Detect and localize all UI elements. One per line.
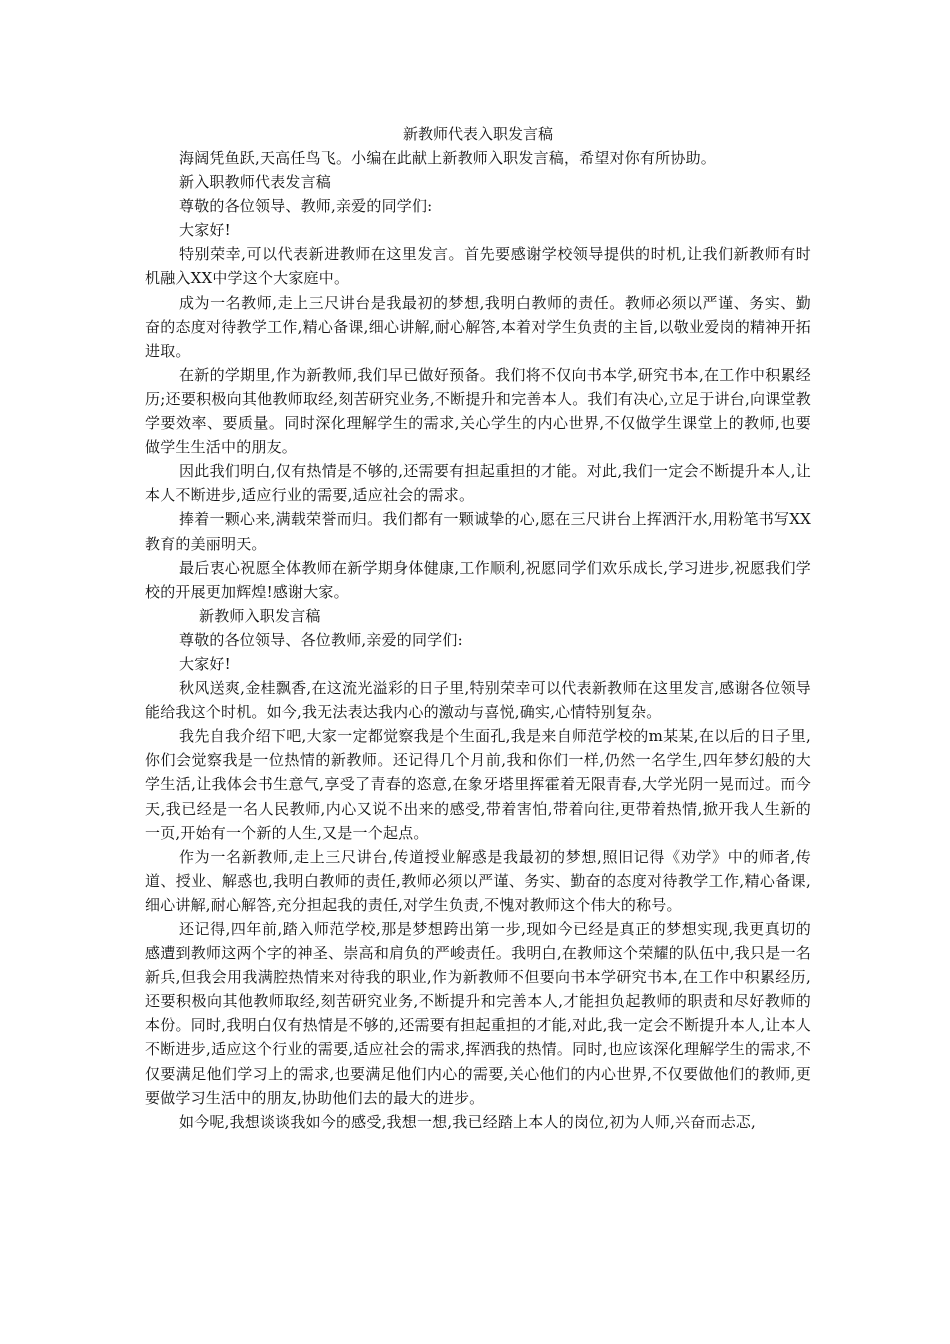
- paragraph: 我先自我介绍下吧,大家一定都觉察我是个生面孔,我是来自师范学校的m某某,在以后的日子里,你们会觉察我是一位热情的新教师。还记得几个月前,我和你们一样,仍然一名学生,四年梦幻般的大学生活,让我体会书生意气,享受了青春的恣意,在象牙塔里挥霍着无限青春,大学光阴一晃而过。而今天,我已经是一名人民教师,内心又说不出来的感受,带着害怕,带着向往,更带着热情,掀开我人生新的一页,开始有一个新的人生,又是一个起点。: [145, 727, 811, 842]
- paragraph: 因此我们明白,仅有热情是不够的,还需要有担起重担的才能。对此,我们一定会不断提升本人,让本人不断进步,适应行业的需要,适应社会的需求。: [145, 462, 811, 505]
- paragraph: 还记得,四年前,踏入师范学校,那是梦想跨出第一步,现如今已经是真正的梦想实现,我更真切的感遭到教师这两个字的神圣、崇高和肩负的严峻责任。我明白,在教师这个荣耀的队伍中,我只是一名新兵,但我会用我满腔热情来对待我的职业,作为新教师不但要向书本学研究书本,在工作中积累经历,还要积极向其他教师取经,刻苦研究业务,不断提升和完善本人,才能担负起教师的职责和尽好教师的本份。同时,我明白仅有热情是不够的,还需要有担起重担的才能,对此,我一定会不断提升本人,让本人不断进步,适应这个行业的需要,适应社会的需求,挥洒我的热情。同时,也应该深化理解学生的需求,不仅要满足他们学习上的需求,也要满足他们内心的需要,关心他们的内心世界,不仅要做他们的教师,更要做学习生活中的朋友,协助他们去的最大的进步。: [145, 920, 811, 1107]
- salutation: 尊敬的各位领导、教师,亲爱的同学们:: [179, 197, 433, 216]
- paragraph: 海阔凭鱼跃,天高任鸟飞。小编在此献上新教师入职发言稿，希望对你有所协助。: [179, 149, 716, 167]
- section-heading: 新入职教师代表发言稿: [179, 173, 332, 192]
- paragraph: 成为一名教师,走上三尺讲台是我最初的梦想,我明白教师的责任。教师必须以严谨、务实、勤奋的态度对待教学工作,精心备课,细心讲解,耐心解答,本着对学生负责的主旨,以敬业爱岗的精神开拓进取。: [145, 293, 811, 360]
- greeting: 大家好!: [179, 221, 231, 240]
- document-title: 新教师代表入职发言稿: [402, 125, 553, 143]
- paragraph: 最后衷心祝愿全体教师在新学期身体健康,工作顺利,祝愿同学们欢乐成长,学习进步,祝愿我们学校的开展更加辉煌!感谢大家。: [145, 558, 811, 601]
- salutation: 尊敬的各位领导、各位教师,亲爱的同学们:: [179, 630, 463, 649]
- paragraph: 在新的学期里,作为新教师,我们早已做好预备。我们将不仅向书本学,研究书本,在工作中积累经历;还要积极向其他教师取经,刻苦研究业务,不断提升和完善本人。我们有决心,立足于讲台,向课堂教学要效率、要质量。同时深化理解学生的需求,关心学生的内心世界,不仅做学生课堂上的教师,也要做学生生活中的朋友。: [145, 365, 811, 457]
- paragraph: 捧着一颗心来,满载荣誉而归。我们都有一颗诚挚的心,愿在三尺讲台上挥洒汗水,用粉笔书写XX教育的美丽明天。: [145, 510, 811, 553]
- greeting: 大家好!: [179, 654, 231, 673]
- paragraph: 特别荣幸,可以代表新进教师在这里发言。首先要感谢学校领导提供的时机,让我们新教师有时机融入XX中学这个大家庭中。: [145, 245, 811, 288]
- document-page: [145, 122, 811, 1134]
- paragraph: 作为一名新教师,走上三尺讲台,传道授业解惑是我最初的梦想,照旧记得《劝学》中的师者,传道、授业、解惑也,我明白教师的责任,教师必须以严谨、务实、勤奋的态度对待教学工作,精心备课,细心讲解,耐心解答,充分担起我的责任,对学生负责,不愧对教师这个伟大的称号。: [145, 847, 811, 914]
- paragraph: 秋风送爽,金桂飘香,在这流光溢彩的日子里,特别荣幸可以代表新教师在这里发言,感谢各位领导能给我这个时机。如今,我无法表达我内心的激动与喜悦,确实,心情特别复杂。: [145, 679, 811, 722]
- section-heading: 新教师入职发言稿: [199, 606, 321, 625]
- paragraph: 如今呢,我想谈谈我如今的感受,我想一想,我已经踏上本人的岗位,初为人师,兴奋而忐忑,: [179, 1112, 757, 1131]
